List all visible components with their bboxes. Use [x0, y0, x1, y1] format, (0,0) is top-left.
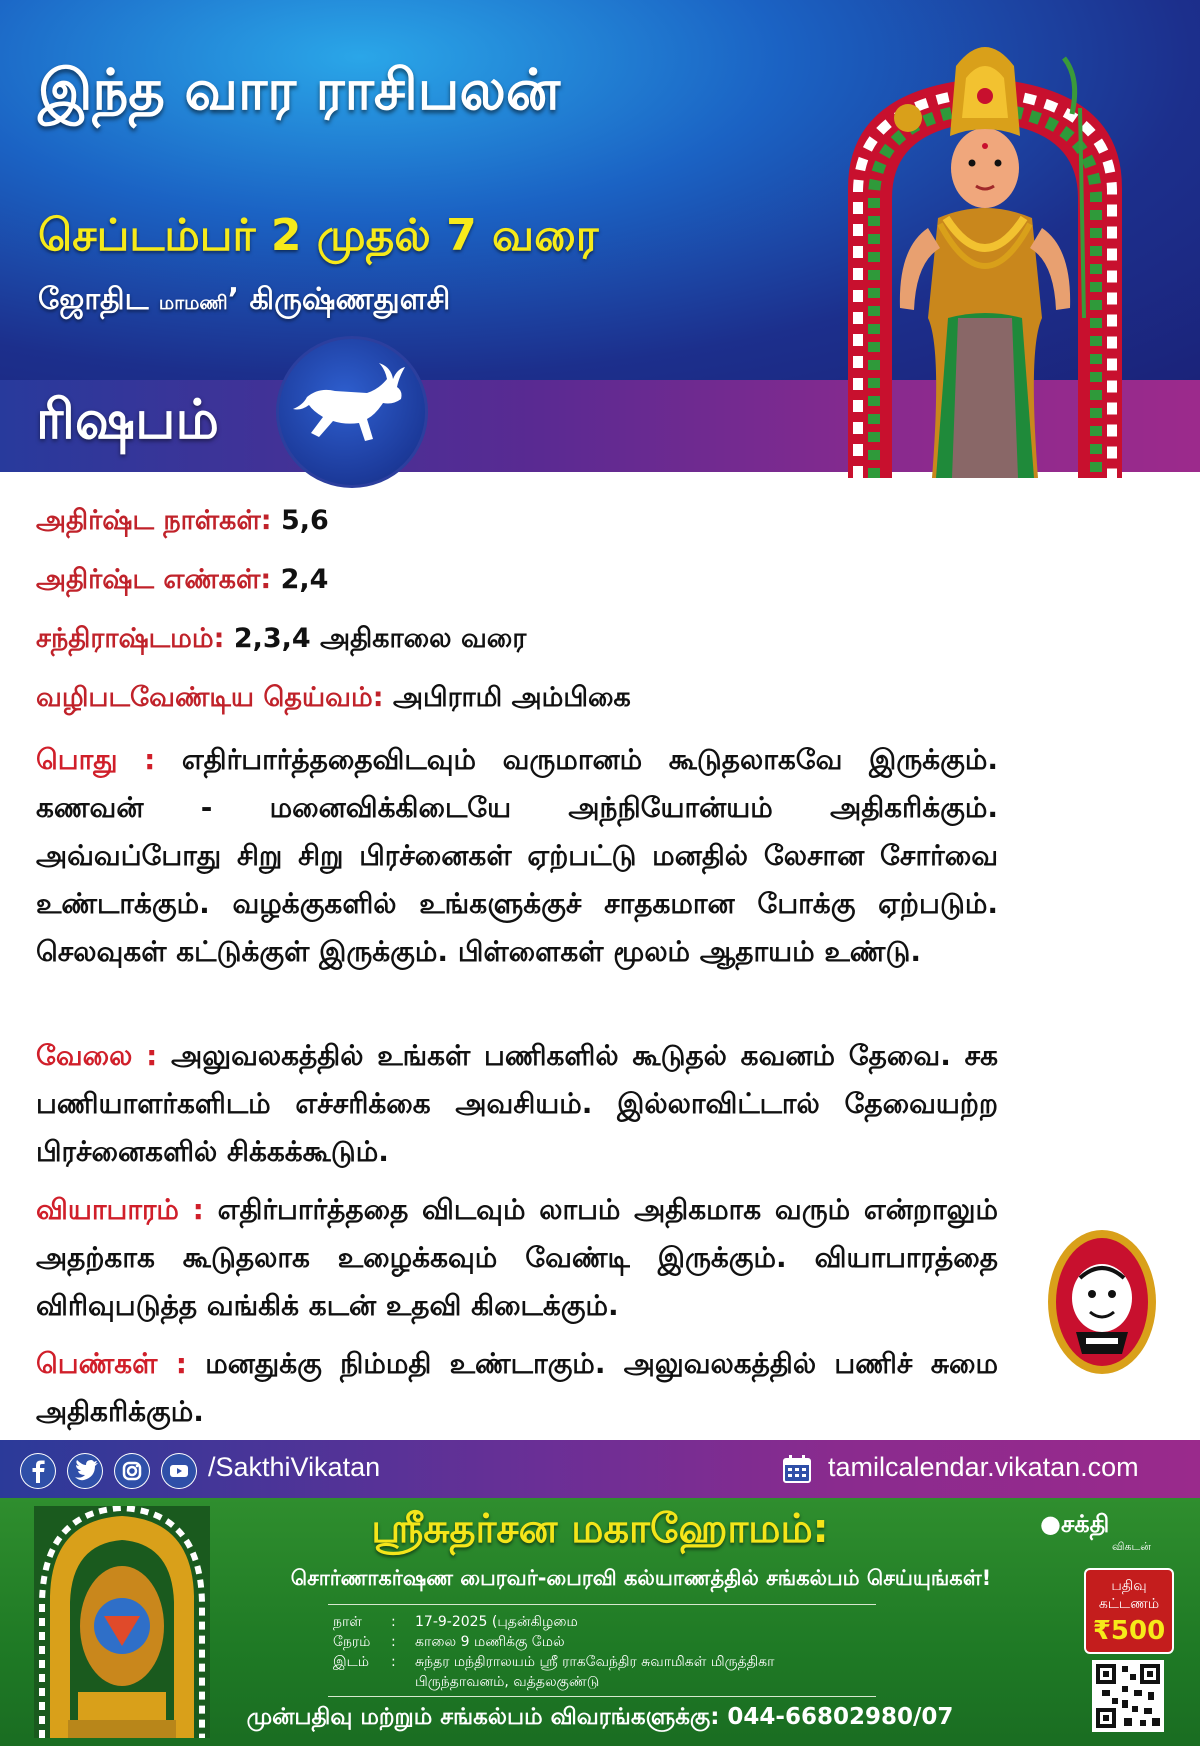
info-value: அபிராமி அம்பிகை — [392, 682, 631, 713]
event-subtitle: சொர்ணாகர்ஷண பைரவர்-பைரவி கல்யாணத்தில் சங்கல்பம் செய்யுங்கள்! — [290, 1566, 992, 1590]
contact-line: முன்பதிவு மற்றும் சங்கல்பம் விவரங்களுக்கு: 044-66802980/07 — [246, 1704, 954, 1730]
detail-key: இடம் — [333, 1654, 370, 1670]
info-label: வழிபடவேண்டிய தெய்வம்: — [36, 682, 384, 713]
info-label: சந்திராஷ்டமம்: — [36, 623, 225, 654]
lucky-days — [36, 505, 329, 540]
date-range: செப்டம்பர் 2 முதல் 7 வரை — [38, 210, 599, 261]
calendar-icon — [782, 1454, 812, 1484]
detail-key: நாள் — [333, 1614, 362, 1630]
women-section — [36, 1340, 998, 1436]
youtube-icon[interactable] — [161, 1453, 197, 1489]
chandrashtamam — [36, 623, 526, 658]
detail-sep: : — [391, 1654, 396, 1670]
section-text: எதிர்பார்த்ததைவிடவும் வருமானம் கூடுதலாகவே இருக்கும். கணவன் - மனைவிக்கிடையே அந்நியோன்யம் அதிகரிக்கும். அவ்வப்போது சிறு சிறு பிரச்னைகள் ஏற்பட்டு மனதில் லேசான சோர்வை உண்டாக்கும். வழக்குகளில் உங்களுக்குச் சாதகமான போக்கு ஏற்படும். செலவுகள் கட்டுக்குள் இருக்கும். பிள்ளைகள் மூலம் ஆதாயம் உண்டு. — [36, 743, 998, 968]
twitter-icon[interactable] — [67, 1453, 103, 1489]
event-detail-row — [333, 1652, 774, 1672]
author-name: கிருஷ்ணதுளசி — [249, 282, 451, 317]
detail-sep: : — [391, 1614, 396, 1630]
divider — [328, 1696, 876, 1697]
fee-amount: ₹500 — [1092, 1616, 1166, 1646]
website-link[interactable]: tamilcalendar.vikatan.com — [828, 1452, 1139, 1482]
info-value: 2,4 — [280, 564, 329, 595]
instagram-icon[interactable] — [114, 1453, 150, 1489]
detail-value: 17-9-2025 (புதன்கிழமை — [415, 1614, 578, 1630]
detail-value: பிருந்தாவனம், வத்தலகுண்டு — [415, 1674, 600, 1690]
vikatan-mascot-logo — [1046, 1228, 1158, 1376]
section-label: பெண்கள் : — [36, 1347, 187, 1380]
sign-name: ரிஷபம் — [36, 388, 219, 451]
sign-emblem — [276, 336, 428, 488]
bull-icon — [279, 339, 425, 485]
author-line: ஜோதிட மாமணி’ கிருஷ்ணதுளசி — [38, 282, 451, 317]
deity-to-worship — [36, 682, 631, 717]
divider — [328, 1604, 876, 1605]
section-label: வேலை : — [36, 1039, 158, 1072]
registration-fee-badge — [1084, 1568, 1174, 1654]
section-label: பொது : — [36, 743, 156, 776]
detail-sep: : — [391, 1634, 396, 1650]
info-value: 2,3,4 அதிகாலை வரை — [233, 623, 527, 654]
deity-image — [828, 18, 1142, 478]
social-handle[interactable]: /SakthiVikatan — [208, 1452, 381, 1482]
section-label: வியாபாரம் : — [36, 1193, 204, 1226]
info-label: அதிர்ஷ்ட நாள்கள்: — [36, 505, 272, 536]
author-prefix: ஜோதிட — [38, 282, 149, 317]
detail-value: காலை 9 மணிக்கு மேல் — [415, 1634, 565, 1650]
event-detail-row — [333, 1612, 578, 1632]
sakthi-brand: ●சக்தி — [1040, 1510, 1110, 1538]
event-detail-row — [333, 1672, 599, 1692]
section-text: மனதுக்கு நிம்மதி உண்டாகும். அலுவலகத்தில் பணிச் சுமை அதிகரிக்கும். — [36, 1347, 998, 1428]
info-value: 5,6 — [280, 505, 329, 536]
fee-label-1: பதிவு — [1111, 1578, 1147, 1594]
event-title: ஸ்ரீசுதர்சன மகாஹோமம்: — [371, 1506, 829, 1552]
page-title: இந்த வார ராசிபலன் — [38, 58, 561, 123]
section-text: அலுவலகத்தில் உங்கள் பணிகளில் கூடுதல் கவனம் தேவை. சக பணியாளர்களிடம் எச்சரிக்கை அவசியம். இல்லாவிட்டால் தேவையற்ற பிரச்னைகளில் சிக்கக்கூடும். — [36, 1039, 999, 1168]
general-section — [36, 736, 998, 976]
lucky-numbers — [36, 564, 328, 599]
detail-value: சுந்தர மந்திராலயம் ஸ்ரீ ராகவேந்திர சுவாமிகள் மிருத்திகா — [415, 1654, 775, 1670]
info-label: அதிர்ஷ்ட எண்கள்: — [36, 564, 272, 595]
section-text: எதிர்பார்த்ததை விடவும் லாபம் அதிகமாக வரும் என்றாலும் அதற்காக கூடுதலாக உழைக்கவும் வேண்டி இருக்கும். வியாபாரத்தை விரிவுபடுத்த வங்கிக் கடன் உதவி கிடைக்கும். — [36, 1193, 998, 1322]
work-section — [36, 1032, 998, 1176]
brand-name: சக்தி — [1060, 1510, 1110, 1538]
facebook-icon[interactable] — [20, 1453, 56, 1489]
brand-sub: விகடன் — [1112, 1540, 1151, 1553]
business-section — [36, 1186, 998, 1330]
event-detail-row — [333, 1632, 565, 1652]
author-title: மாமணி — [158, 292, 228, 314]
detail-key: நேரம் — [333, 1634, 371, 1650]
fee-label-2: கட்டணம் — [1098, 1596, 1160, 1612]
qr-code-icon[interactable] — [1092, 1660, 1164, 1732]
